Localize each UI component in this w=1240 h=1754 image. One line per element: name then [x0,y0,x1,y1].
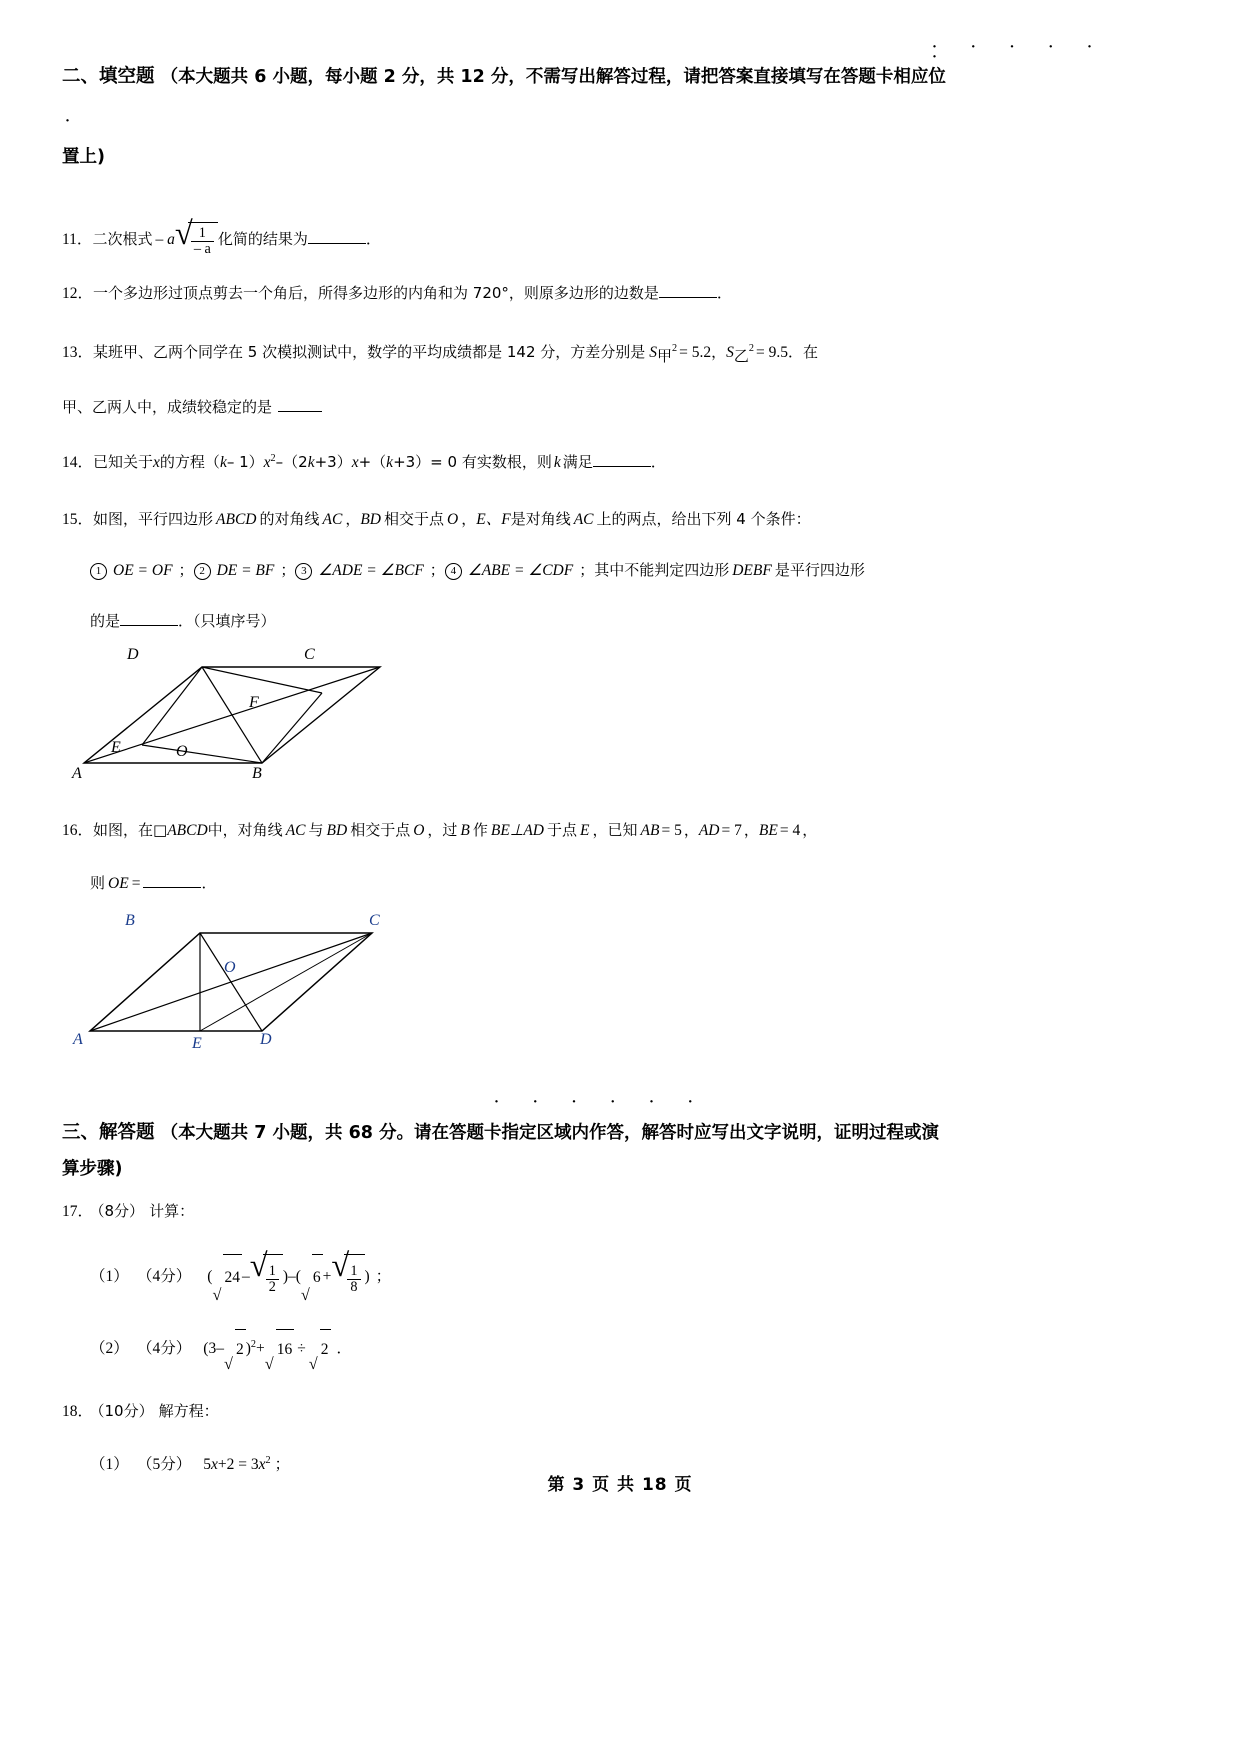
q18-prompt: 解方程： [158,1401,219,1420]
q11-radical [174,216,218,258]
q14-variable-x-1: x [153,454,160,472]
q13-variance2-exponent: 2 [748,343,755,355]
q17-sub1-tail: ； [375,1267,391,1286]
section-3-desc-line1: （本大题共 7 小题，共 68 分。请在答题卡指定区域内作答，解答时应写出文字说明，证明过程或演 [160,1123,940,1144]
q15-label-ef: E、F [476,511,511,529]
q16-p10: ， [743,821,759,840]
q11-frac-numerator: 1 [198,225,206,242]
q14-t5: +3） [314,453,352,472]
q15-condition-2-marker: 2 [194,563,211,580]
q15-condition-4-marker: 4 [445,563,462,580]
radical-sign-icon: √ [308,1354,318,1373]
section-3-heading [62,1094,1122,1186]
q13-variance1-exponent: 2 [672,343,678,355]
q16-p3: 与 [308,821,324,840]
q15-line1-e: ， [461,510,477,529]
q15-tail-2: 是平行四边形 [774,561,865,580]
q16-number: 16． [62,822,94,840]
q16-p8: ，已知 [592,821,638,840]
q16-p6: 作 [472,821,488,840]
section-2-desc-line2: 置上) [62,147,105,167]
q15-label-o: O [447,511,459,529]
q16-label-ac: AC [285,822,306,840]
q15-answer-blank[interactable] [120,625,178,626]
q17b-p2: ) [245,1339,251,1357]
question-18 [62,1396,1122,1480]
q14-variable-k-4: k [553,454,561,472]
q16-line2-b: ． [201,874,217,893]
q15-line1-d: 相交于点 [384,510,445,529]
q14-number: 14． [62,454,94,472]
q17-sub1-label: （1） [90,1268,129,1286]
q15-label-bd: BD [360,511,382,529]
q16-label-e: E [580,822,590,840]
q16-p2: 中，对角线 [207,821,283,840]
question-17 [62,1196,1122,1373]
q18-sub1-score: （5分） [144,1455,192,1473]
q15-point-label-E: E [111,739,121,757]
q12-answer-blank[interactable] [659,297,717,298]
q16-figure [72,909,1122,1053]
q11-number: 11． [62,231,93,248]
radical-sign-icon: √ [249,1247,268,1284]
section-3-desc-line2: 算步骤) [62,1159,123,1180]
page-footer [0,1470,1240,1495]
radical-sign-icon: √ [212,1286,222,1305]
q17-e-p1: ( [207,1268,213,1286]
q16-point-label-E: E [192,1035,202,1053]
q16-label-ad: AD [698,822,720,840]
q13-comma: ， [711,343,727,362]
q15-condition-2: DE = BF [216,562,275,580]
q15-label-abcd: ABCD [216,511,257,529]
q11-period: ． [365,231,382,248]
q15-vertex-label-B: B [252,765,262,783]
page-number-text: 第 3 页 共 18 页 [547,1475,693,1495]
q15-figure [72,645,1122,783]
q13-variance1-value: = 5.2 [679,344,712,362]
radical-sign-icon: √ [300,1286,310,1305]
q15-condition-3: ∠ADE = ∠BCF [318,562,424,580]
q18-exponent: 2 [265,1454,271,1466]
question-15: 15．如图，平行四边形 ABCD 的对角线 AC ，BD 相交于点 O ，E、F是对角线 AC 上的两点，给出下列 4 个条件： 1 OE = OF ； 2 DE = BF ； 3 ∠ADE = ∠BCF ； 4 ∠ABE = ∠CDF ；其中不能判定四边形 DEBF 是平行四边形 的是 ．（只填序号） D C F E O A B [62,504,1122,775]
q15-point-label-F: F [249,694,259,712]
q17b-divide: ÷ [297,1339,306,1357]
question-11 [62,216,1122,258]
q15-vertex-label-A: A [72,765,82,783]
q15-line1-a: 如图，平行四边形 [93,510,214,529]
q13-variance1-symbol: S [649,344,658,362]
q16-equals: = [131,875,141,893]
q17b-exponent: 2 [250,1338,256,1350]
q16-value-be: = 4 [779,822,801,840]
q16-p9: ， [683,821,699,840]
q17b-p1: (3– [203,1339,224,1357]
q17-sub2-expression [203,1338,330,1373]
question-16 [62,815,1122,1053]
q16-vertex-label-A: A [73,1031,83,1049]
q15-line1-f: 是对角线 [510,510,571,529]
q17-radicand-24: 24 [223,1254,242,1301]
q13-answer-blank[interactable] [278,411,322,412]
radical-sign-icon: √ [264,1354,274,1373]
q11-fraction [191,226,214,257]
q14-exponent: 2 [270,453,276,465]
q13-line1-text: 某班甲、乙两个同学在 5 次模拟测试中，数学的平均成绩都是 142 分，方差分别是 [93,343,646,362]
q17-sub1-expression [207,1247,370,1305]
q15-point-label-O: O [176,743,188,761]
q17-prompt: 计算： [149,1202,195,1221]
q13-line2-text: 甲、乙两人中，成绩较稳定的是 [62,398,273,417]
q13-variance2-symbol: S [726,344,734,362]
q16-label-abcd: ABCD [167,822,208,840]
q15-line1-c: ， [345,510,361,529]
q18-sub1-tail: ； [274,1454,290,1473]
q16-vertex-label-B: B [125,912,135,930]
q16-answer-blank[interactable] [143,887,201,888]
q14-variable-k-1: k [219,454,227,472]
q17-e-p3: ) [364,1268,370,1286]
q14-variable-k-2: k [307,454,315,472]
radical-sign-icon: √ [223,1354,233,1373]
q17-sub2-label: （2） [90,1339,129,1357]
q17b-radicand-16: 16 [276,1329,295,1370]
q17-frac2-den: 8 [347,1279,360,1295]
q15-line1-g: 上的两点，给出下列 4 个条件： [596,510,811,529]
q15-line3-b: ．（只填序号） [178,612,276,631]
q17-e-p2: )–( [282,1268,301,1286]
section-2-desc-line1: （本大题共 6 小题，每小题 2 分，共 12 分，不需写出解答过程，请把答案直接填写在答题卡相应位 [160,67,946,87]
section-3-lead: 三、解答题 [62,1122,155,1144]
q16-construction-be-perp-ad: BE⊥AD [490,822,545,840]
q17-number: 17． [62,1203,94,1221]
q13-variance2-value: = 9.5 [756,344,789,362]
q17-sub2-tail: ． [336,1338,352,1357]
q16-p7: 于点 [547,821,578,840]
q16-vertex-label-D: D [260,1031,272,1049]
q16-p11: ， [802,821,818,840]
q16-label-o: O [413,822,425,840]
q15-number: 15． [62,511,94,529]
q11-text-before: 二次根式 [92,230,153,248]
q14-variable-x-2: x [263,454,271,472]
q16-point-label-O: O [224,959,236,977]
radical-sign-icon: √ [331,1247,350,1284]
q14-variable-k-3: k [386,454,394,472]
q14-t1: 已知关于 [93,453,154,472]
q16-value-ab: = 5 [661,822,682,840]
q17-sub1-score: （4分） [144,1268,192,1286]
q17-e-minus: – [241,1268,250,1286]
q18-variable-x-1: x [211,1455,218,1473]
q15-line3-a: 的是 [90,612,121,631]
q15-vertex-label-C: C [304,646,315,664]
emphasis-dots-section2-line2: · [65,113,86,129]
section-2-heading [62,39,1122,174]
q12-period: ． [716,285,733,303]
q16-label-b: B [460,822,470,840]
q16-vertex-label-C: C [369,912,380,930]
q11-answer-blank[interactable] [308,243,366,244]
q17-radicand-6: 6 [312,1254,323,1301]
q15-label-ac: AC [322,511,343,529]
q11-frac-denominator: – a [191,241,214,257]
q15-line1-b: 的对角线 [259,510,320,529]
q18-score: （10分） [97,1401,154,1420]
q15-condition-1: OE = OF [113,562,173,580]
q14-t2: 的方程（ [159,453,220,472]
q17-sub2-score: （4分） [144,1339,192,1357]
section-2-lead: 二、填空题 [62,66,155,87]
q17-frac1-num: 1 [268,1262,276,1279]
q16-p1: 如图，在□ [93,821,168,840]
q17-score: （8分） [97,1202,145,1221]
q15-label-ac-2: AC [573,511,594,529]
q15-tail-1: ；其中不能判定四边形 [579,561,730,580]
radical-sign-icon: √ [174,216,193,253]
q17-frac2-num: 1 [350,1262,358,1279]
q11-text-after: 化简的结果为 [217,230,308,248]
q16-label-oe: OE [108,875,129,893]
q14-t7: +3）= 0 有实数根，则 [393,453,552,472]
q18-sub1-label: （1） [90,1455,129,1473]
q17b-radicand-2: 2 [235,1329,246,1370]
question-12 [62,278,1122,309]
q14-t6: +（ [358,453,387,472]
q16-label-be: BE [758,822,778,840]
q11-coefficient: – a [155,231,175,248]
emphasis-dots-section2-line1: · · · · · · [932,39,1108,65]
q15-vertex-label-D: D [127,646,139,664]
q15-condition-3-marker: 3 [295,563,312,580]
q17-e-plus: + [322,1268,332,1286]
question-14 [62,447,1122,478]
q13-line1-tail: ．在 [788,343,819,362]
q17b-plus: + [255,1339,265,1357]
q16-label-ab: AB [640,822,660,840]
q16-p4: 相交于点 [350,821,411,840]
page-content [62,39,1122,1480]
q16-value-ad: = 7 [721,822,742,840]
q18-number: 18． [62,1402,94,1420]
q14-variable-x-3: x [351,454,359,472]
q13-variance1-subscript: 甲 [657,347,673,366]
q14-period: ． [650,454,667,472]
q14-t4: –（2 [275,453,308,472]
q13-number: 13． [62,344,94,362]
q15-label-debf: DEBF [732,562,772,580]
q12-number: 12． [62,285,94,303]
q17-frac1-den: 2 [266,1279,279,1295]
q14-t3: – 1） [226,453,264,472]
q14-t8: 满足 [562,453,593,472]
q14-answer-blank[interactable] [593,466,651,467]
q16-p5: ，过 [427,821,458,840]
question-13 [62,337,1122,423]
q15-condition-4: ∠ABE = ∠CDF [467,562,574,580]
q17b-radicand-2b: 2 [320,1329,331,1370]
q18-rest: +2 = 3 [217,1455,259,1473]
q15-condition-1-marker: 1 [90,563,107,580]
q13-variance2-subscript: 乙 [733,347,749,366]
emphasis-dots-section3: · · · · · · [494,1094,708,1111]
q16-line2-a: 则 [90,874,106,893]
q18-variable-x-2: x [258,1455,266,1473]
q16-label-bd: BD [326,822,348,840]
q18-coef: 5 [203,1455,212,1473]
q12-text: 一个多边形过顶点剪去一个角后，所得多边形的内角和为 720°，则原多边形的边数是 [93,284,659,303]
